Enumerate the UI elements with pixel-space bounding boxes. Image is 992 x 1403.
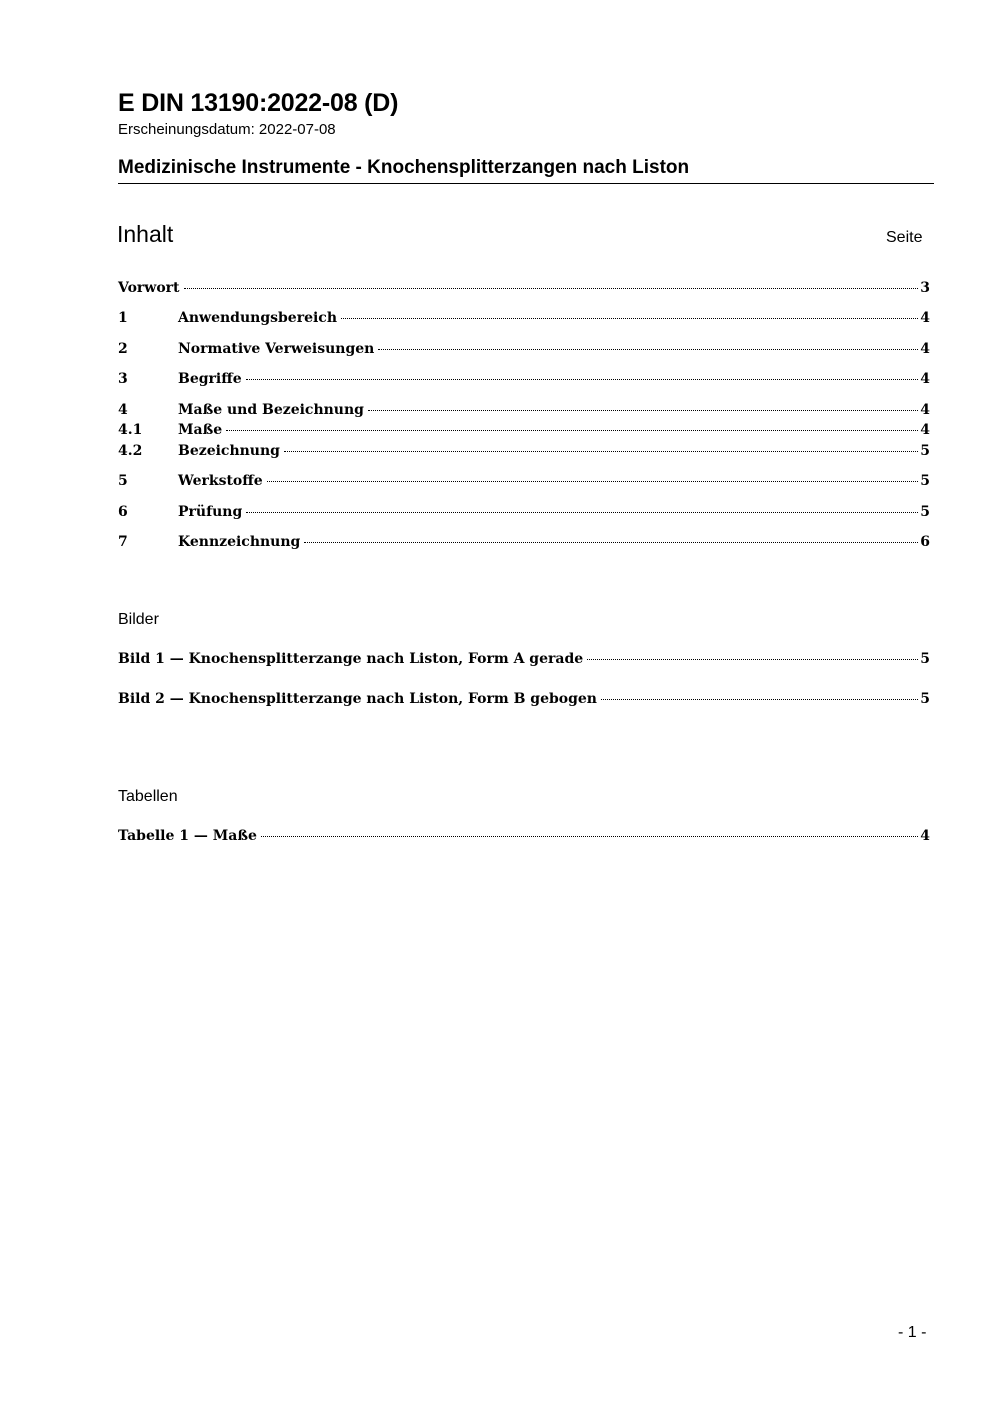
toc-leader xyxy=(304,542,918,543)
toc-entry-number: 4 xyxy=(118,402,128,418)
toc-leader xyxy=(341,318,918,319)
toc-entry-5[interactable] xyxy=(118,473,930,493)
document-subtitle: Medizinische Instrumente - Knochensplitterzangen nach Liston xyxy=(118,157,690,178)
toc-page-column-label: Seite xyxy=(886,229,923,246)
toc-entry-page: 4 xyxy=(920,402,930,418)
toc-entry-page: 6 xyxy=(920,534,930,550)
toc-entry-text: Prüfung xyxy=(178,504,243,520)
figures-heading: Bilder xyxy=(118,611,159,628)
figure-entry-text: Bild 1 — Knochensplitterzange nach Liston, Form A gerade xyxy=(118,651,584,667)
toc-leader xyxy=(184,288,919,289)
table-entry-page: 4 xyxy=(920,828,930,844)
toc-entry-page: 5 xyxy=(920,473,930,489)
toc-entry-4-1[interactable] xyxy=(118,422,930,442)
toc-entry-text: Anwendungsbereich xyxy=(178,310,337,326)
toc-entry-page: 4 xyxy=(920,422,930,438)
toc-entry-page: 4 xyxy=(920,310,930,326)
table-entry-text: Tabelle 1 — Maße xyxy=(118,828,257,844)
toc-entry-text: Vorwort xyxy=(118,280,180,296)
toc-leader xyxy=(587,659,918,660)
toc-entry-number: 5 xyxy=(118,473,128,489)
toc-entry-number: 3 xyxy=(118,371,128,387)
toc-leader xyxy=(246,379,919,380)
toc-entry-number: 2 xyxy=(118,341,128,357)
toc-entry-text: Maße xyxy=(178,422,223,438)
figure-entry-page: 5 xyxy=(920,691,930,707)
toc-entry-7[interactable] xyxy=(118,534,930,554)
toc-leader xyxy=(261,836,918,837)
toc-entry-page: 4 xyxy=(920,371,930,387)
figure-entry-1[interactable] xyxy=(118,651,930,671)
toc-leader xyxy=(601,699,918,700)
toc-leader xyxy=(368,410,918,411)
toc-leader xyxy=(246,512,918,513)
toc-entry-text: Normative Verweisungen xyxy=(178,341,375,357)
toc-entry-page: 5 xyxy=(920,504,930,520)
publication-date: Erscheinungsdatum: 2022-07-08 xyxy=(118,121,336,138)
toc-leader xyxy=(267,481,919,482)
toc-entry-number: 4.2 xyxy=(118,443,143,459)
figure-entry-text: Bild 2 — Knochensplitterzange nach Liston, Form B gebogen xyxy=(118,691,597,707)
toc-entry-vorwort[interactable] xyxy=(118,280,930,300)
toc-entry-6[interactable] xyxy=(118,504,930,524)
toc-entry-4-2[interactable] xyxy=(118,443,930,463)
toc-entry-text: Werkstoffe xyxy=(178,473,263,489)
toc-leader xyxy=(378,349,918,350)
toc-entry-page: 3 xyxy=(920,280,930,296)
toc-leader xyxy=(284,451,918,452)
toc-entry-number: 4.1 xyxy=(118,422,143,438)
figure-entry-page: 5 xyxy=(920,651,930,667)
table-entry-1[interactable] xyxy=(118,828,930,848)
toc-entry-text: Kennzeichnung xyxy=(178,534,301,550)
toc-entry-text: Maße und Bezeichnung xyxy=(178,402,364,418)
toc-entry-text: Begriffe xyxy=(178,371,242,387)
toc-entry-4[interactable] xyxy=(118,402,930,422)
toc-entry-2[interactable] xyxy=(118,341,930,361)
document-title: E DIN 13190:2022-08 (D) xyxy=(118,89,399,117)
toc-heading: Inhalt xyxy=(117,221,174,247)
toc-entry-3[interactable] xyxy=(118,371,930,391)
toc-leader xyxy=(226,430,918,431)
toc-entry-number: 7 xyxy=(118,534,128,550)
toc-entry-number: 6 xyxy=(118,504,128,520)
tables-heading: Tabellen xyxy=(118,788,178,805)
toc-entry-1[interactable] xyxy=(118,310,930,330)
page-number: - 1 - xyxy=(898,1324,927,1341)
toc-entry-text: Bezeichnung xyxy=(178,443,280,459)
toc-entry-number: 1 xyxy=(118,310,128,326)
toc-entry-page: 4 xyxy=(920,341,930,357)
toc-entry-page: 5 xyxy=(920,443,930,459)
figure-entry-2[interactable] xyxy=(118,691,930,711)
title-divider xyxy=(118,183,934,184)
